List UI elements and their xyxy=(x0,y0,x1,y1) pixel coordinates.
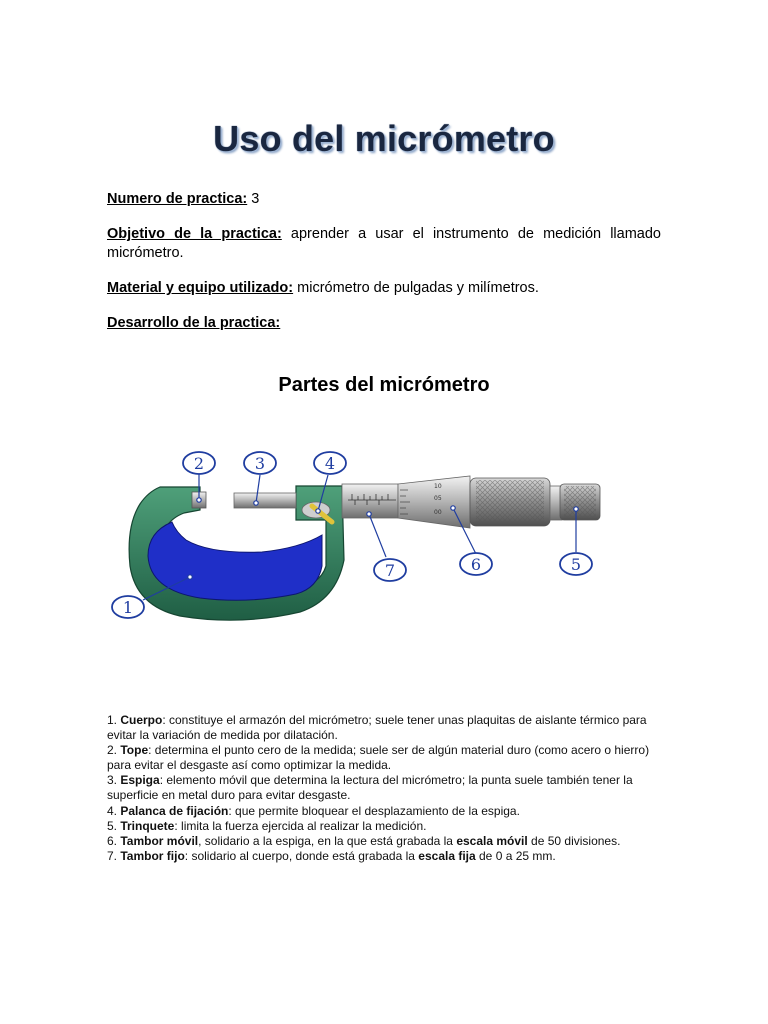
part-item-7: 7. Tambor fijo: solidario al cuerpo, donde está grabada la escala fija de 0 a 25 mm. xyxy=(107,848,556,863)
callout-5-label: 5 xyxy=(570,555,582,574)
part-item-5: 5. Trinquete: limita la fuerza ejercida al realizar la medición. xyxy=(107,818,427,833)
scale-mark: 00 xyxy=(434,509,442,516)
practice-development-label: Desarrollo de la practica: xyxy=(107,315,281,331)
part-item-4: 4. Palanca de fijación: que permite bloquear el desplazamiento de la espiga. xyxy=(107,803,520,818)
practice-material-value: micrómetro de pulgadas y milímetros. xyxy=(297,280,539,296)
scale-mark: 10 xyxy=(434,483,442,490)
practice-material xyxy=(107,279,661,298)
parts-list xyxy=(107,713,667,864)
callout-3-label: 3 xyxy=(254,454,266,473)
body-insert xyxy=(148,522,322,600)
part-item-3: 3. Espiga: elemento móvil que determina la lectura del micrómetro; la punta suele también tener la superficie en metal duro para evitar desgaste. xyxy=(107,773,633,803)
spindle-shape xyxy=(234,493,296,508)
figure-title: Partes del micrómetro xyxy=(278,374,490,396)
practice-objective-label: Objetivo de la practica: xyxy=(107,226,282,242)
callout-1-label: 1 xyxy=(122,598,134,617)
page-title: Uso del micrómetro xyxy=(213,118,555,159)
practice-number xyxy=(107,190,661,209)
practice-objective xyxy=(107,225,661,263)
callout-2-label: 2 xyxy=(193,454,205,473)
callout-7-label: 7 xyxy=(384,561,396,580)
callout-4-label: 4 xyxy=(324,454,336,473)
scale-mark: 05 xyxy=(434,495,442,502)
practice-number-value: 3 xyxy=(251,191,260,207)
practice-objective-value: aprender a usar el instrumento de medición llamado micrómetro. xyxy=(107,226,661,261)
micrometer-diagram xyxy=(100,440,620,640)
callout-6-label: 6 xyxy=(470,555,482,574)
part-item-1: 1. Cuerpo: constituye el armazón del micrómetro; suele tener unas plaquitas de aislante térmico para evitar la variación de medida por dilatación. xyxy=(107,713,647,743)
practice-material-label: Material y equipo utilizado: xyxy=(107,280,294,296)
part-item-6: 6. Tambor móvil, solidario a la espiga, en la que está grabada la escala móvil de 50 divisiones. xyxy=(107,833,621,848)
practice-number-label: Numero de practica: xyxy=(107,191,248,207)
part-item-2: 2. Tope: determina el punto cero de la medida; suele ser de algún material duro (como acero o hierro) para evitar el desgaste así como optimizar la medida. xyxy=(107,743,650,773)
practice-development xyxy=(107,314,661,333)
